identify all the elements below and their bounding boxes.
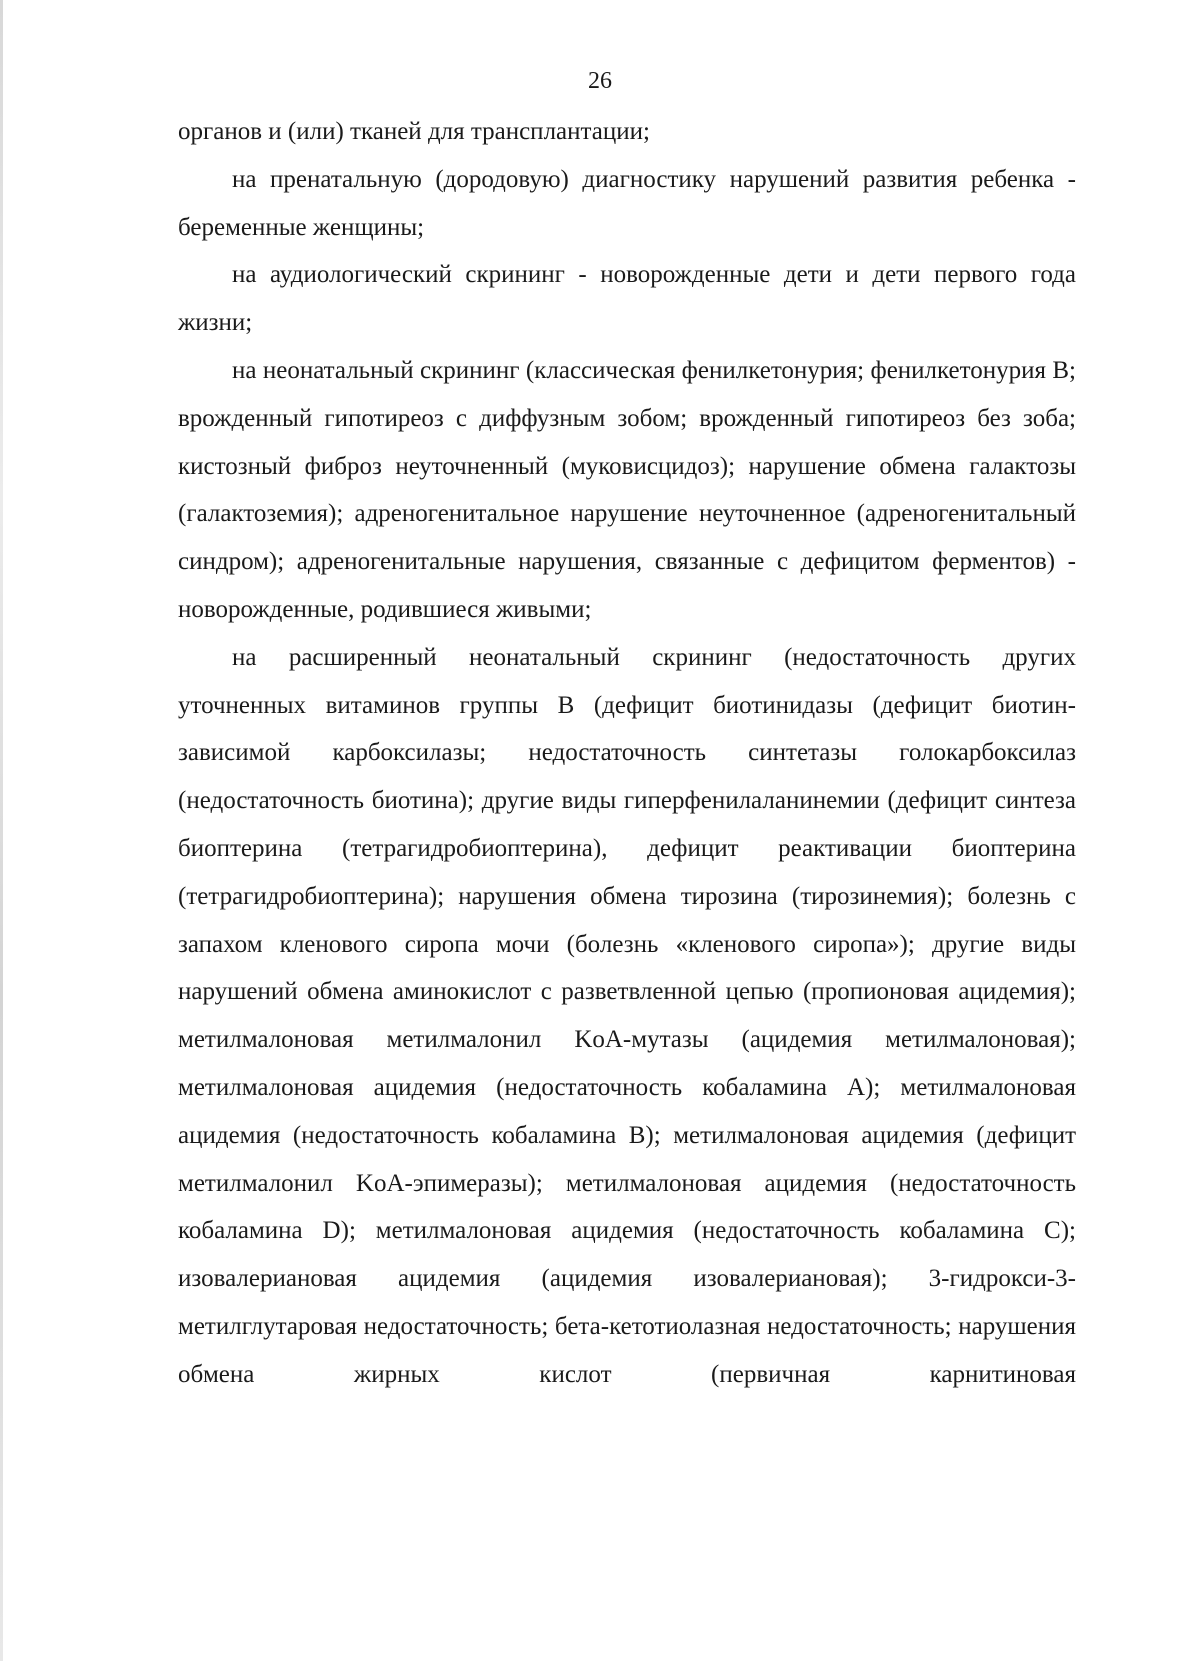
page-number: 26 [588,68,612,94]
paragraph-neonatal-screening: на неонатальный скрининг (классическая фенилкетонурия; фенилкетонурия B; врожденный гипотиреоз с диффузным зобом; врожденный гипотиреоз без зоба; кистозный фиброз неуточненный (муковисцидоз); нарушение обмена галактозы (галактоземия); адреногенитальное нарушение неуточненное (адреногенитальный синдром); адреногенитальные нарушения, связанные с дефицитом ферментов) - новорожденные, родившиеся живыми; [178,356,1076,623]
paragraph-prenatal-diagnostics: на пренатальную (дородовую) диагностику нарушений развития ребенка - беременные женщины; [178,165,1076,241]
document-body [178,108,1076,1399]
paragraph-transplant-organs: органов и (или) тканей для трансплантации; [178,118,650,145]
paragraph-audiological-screening: на аудиологический скрининг - новорожденные дети и дети первого года жизни; [178,261,1076,337]
scan-edge [0,0,3,1661]
paragraph-extended-neonatal-screening: на расширенный неонатальный скрининг (недостаточность других уточненных витаминов группы B (дефицит биотинидазы (дефицит биотин-зависимой карбоксилазы; недостаточность синтетазы голокарбоксилаз (недостаточность биотина); другие виды гиперфенилаланинемии (дефицит синтеза биоптерина (тетрагидробиоптерина), дефицит реактивации биоптерина (тетрагидробиоптерина); нарушения обмена тирозина (тирозинемия); болезнь с запахом кленового сиропа мочи (болезнь «кленового сиропа»); другие виды нарушений обмена аминокислот с разветвленной цепью (пропионовая ацидемия); метилмалоновая метилмалонил KoA-мутазы (ацидемия метилмалоновая); метилмалоновая ацидемия (недостаточность кобаламина A); метилмалоновая ацидемия (недостаточность кобаламина B); метилмалоновая ацидемия (дефицит метилмалонил KoA-эпимеразы); метилмалоновая ацидемия (недостаточность кобаламина D); метилмалоновая ацидемия (недостаточность кобаламина C); изовалериановая ацидемия (ацидемия изовалериановая); 3-гидрокси-3-метилглутаровая недостаточность; бета-кетотиолазная недостаточность; нарушения обмена жирных кислот (первичная карнитиновая [178,643,1076,1388]
